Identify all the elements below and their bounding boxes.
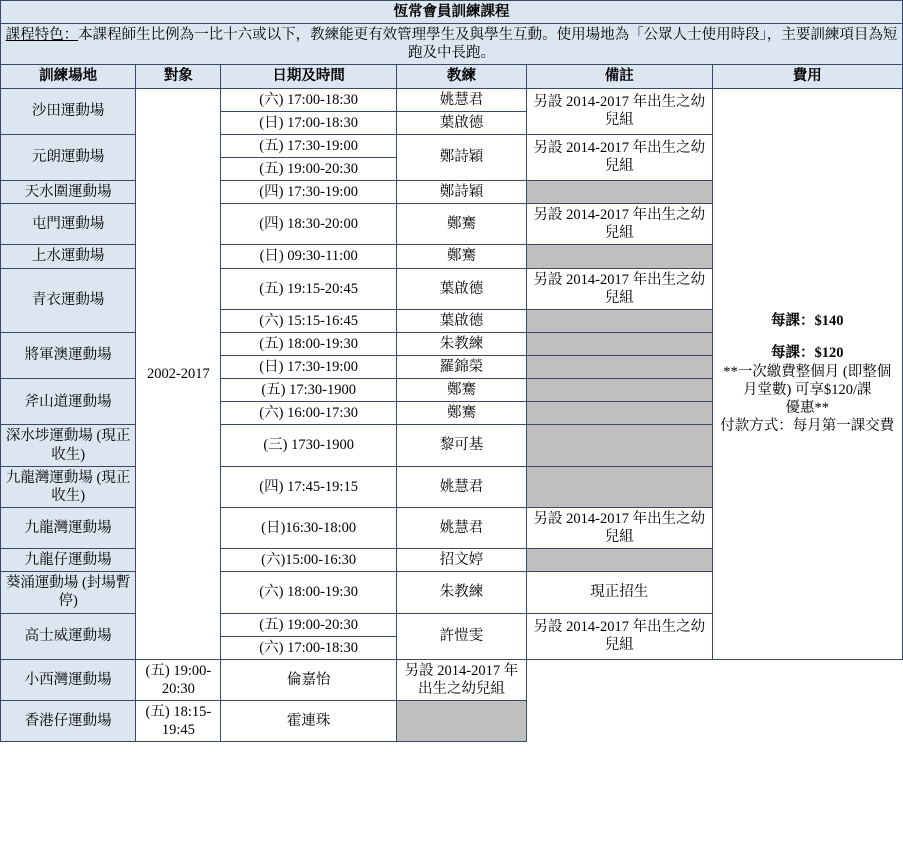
- venue-cell: 高士威運動場: [1, 613, 136, 659]
- age-cell: 2002-2017: [136, 88, 221, 659]
- remark-cell: 另設 2014-2017 年出生之幼兒組: [527, 88, 712, 134]
- session-cell: (五) 19:15-20:45: [221, 268, 396, 309]
- remark-cell: 另設 2014-2017 年出生之幼兒組: [527, 507, 712, 548]
- document-title-row: [1, 1, 903, 24]
- session-cell: (五) 17:30-19:00: [221, 134, 396, 157]
- session-cell: (六) 17:00-18:30: [221, 636, 396, 659]
- coach-cell: 鄭詩穎: [396, 134, 526, 180]
- header-target: 對象: [136, 65, 221, 88]
- session-cell: (五) 18:15-19:45: [136, 701, 221, 742]
- session-cell: (五) 19:00-20:30: [221, 157, 396, 180]
- fee-line-4: 優惠**: [785, 399, 829, 416]
- remark-cell: [527, 356, 712, 379]
- header-fee: 費用: [712, 65, 903, 88]
- session-cell: (五) 19:00-20:30: [136, 659, 221, 700]
- venue-cell: 天水圍運動場: [1, 181, 136, 204]
- venue-cell: 屯門運動場: [1, 204, 136, 245]
- venue-cell: 上水運動場: [1, 245, 136, 268]
- fee-cell: [712, 88, 903, 659]
- intro-cell: [1, 24, 903, 65]
- session-cell: (四) 17:45-19:15: [221, 466, 396, 507]
- coach-cell: 姚慧君: [396, 507, 526, 548]
- remark-cell: 另設 2014-2017 年出生之幼兒組: [527, 613, 712, 659]
- session-cell: (日) 17:00-18:30: [221, 111, 396, 134]
- fee-line-5: 付款方式：每月第一課交費: [720, 417, 895, 434]
- coach-cell: 鄭騫: [396, 379, 526, 402]
- coach-cell: 黎可基: [396, 425, 526, 466]
- remark-cell: [396, 701, 526, 742]
- venue-cell: 香港仔運動場: [1, 701, 136, 742]
- fee-line-1: 每課：$140: [771, 313, 844, 330]
- coach-cell: 霍連珠: [221, 701, 396, 742]
- intro-row: [1, 24, 903, 65]
- coach-cell: 葉啟德: [396, 268, 526, 309]
- page-title: 恆常會員訓練課程: [1, 1, 903, 24]
- remark-cell: 另設 2014-2017 年出生之幼兒組: [527, 268, 712, 309]
- remark-cell: [527, 466, 712, 507]
- remark-cell: 另設 2014-2017 年出生之幼兒組: [527, 134, 712, 180]
- header-venue: 訓練場地: [1, 65, 136, 88]
- remark-cell: [527, 245, 712, 268]
- coach-cell: 倫嘉怡: [221, 659, 396, 700]
- remark-cell: 現正招生: [527, 572, 712, 613]
- header-coach: 教練: [396, 65, 526, 88]
- session-cell: (六) 17:00-18:30: [221, 88, 396, 111]
- coach-cell: 朱教練: [396, 572, 526, 613]
- remark-cell: [527, 402, 712, 425]
- coach-cell: 姚慧君: [396, 88, 526, 111]
- intro-label: 課程特色：: [5, 27, 79, 44]
- venue-cell: 元朗運動場: [1, 134, 136, 180]
- session-cell: (六) 15:15-16:45: [221, 309, 396, 332]
- session-cell: (六) 16:00-17:30: [221, 402, 396, 425]
- intro-text: 本課程師生比例為一比十六或以下，教練能更有效管理學生及與學生互動。使用場地為「公眾人士使用時段」，主要訓練項目為短跑及中長跑。: [78, 27, 898, 62]
- session-cell: (四) 17:30-19:00: [221, 181, 396, 204]
- venue-cell: 深水埗運動場 (現正收生): [1, 425, 136, 466]
- coach-cell: 鄭詩穎: [396, 181, 526, 204]
- coach-cell: 羅錦榮: [396, 356, 526, 379]
- fee-spacer: [717, 330, 899, 344]
- remark-cell: [527, 379, 712, 402]
- venue-cell: 沙田運動場: [1, 88, 136, 134]
- table-header-row: [1, 65, 903, 88]
- session-cell: (四) 18:30-20:00: [221, 204, 396, 245]
- coach-cell: 鄭騫: [396, 245, 526, 268]
- remark-cell: [527, 425, 712, 466]
- session-cell: (日)16:30-18:00: [221, 507, 396, 548]
- remark-cell: 另設 2014-2017 年出生之幼兒組: [396, 659, 526, 700]
- table-row: [1, 88, 903, 111]
- coach-cell: 鄭騫: [396, 402, 526, 425]
- session-cell: (三) 1730-1900: [221, 425, 396, 466]
- venue-cell: 斧山道運動場: [1, 379, 136, 425]
- header-datetime: 日期及時間: [221, 65, 396, 88]
- session-cell: (六) 18:00-19:30: [221, 572, 396, 613]
- session-cell: (日) 09:30-11:00: [221, 245, 396, 268]
- coach-cell: 葉啟德: [396, 309, 526, 332]
- venue-cell: 九龍灣運動場: [1, 507, 136, 548]
- remark-cell: [527, 332, 712, 355]
- venue-cell: 九龍灣運動場 (現正收生): [1, 466, 136, 507]
- coach-cell: 姚慧君: [396, 466, 526, 507]
- session-cell: (日) 17:30-19:00: [221, 356, 396, 379]
- coach-cell: 朱教練: [396, 332, 526, 355]
- remark-cell: [527, 181, 712, 204]
- remark-cell: 另設 2014-2017 年出生之幼兒組: [527, 204, 712, 245]
- venue-cell: 九龍仔運動場: [1, 549, 136, 572]
- venue-cell: 葵涌運動場 (封場暫停): [1, 572, 136, 613]
- session-cell: (五) 17:30-1900: [221, 379, 396, 402]
- venue-cell: 小西灣運動場: [1, 659, 136, 700]
- fee-line-2: 每課：$120: [771, 345, 844, 362]
- venue-cell: 青衣運動場: [1, 268, 136, 332]
- coach-cell: 葉啟德: [396, 111, 526, 134]
- session-cell: (五) 18:00-19:30: [221, 332, 396, 355]
- fee-line-3: **一次繳費整個月 (即整個月堂數) 可享$120/課: [723, 363, 892, 398]
- coach-cell: 招文婷: [396, 549, 526, 572]
- venue-cell: 將軍澳運動場: [1, 332, 136, 378]
- remark-cell: [527, 309, 712, 332]
- session-cell: (六)15:00-16:30: [221, 549, 396, 572]
- table-row: [1, 701, 903, 742]
- session-cell: (五) 19:00-20:30: [221, 613, 396, 636]
- coach-cell: 許愷雯: [396, 613, 526, 659]
- remark-cell: [527, 549, 712, 572]
- coach-cell: 鄭騫: [396, 204, 526, 245]
- header-remark: 備註: [527, 65, 712, 88]
